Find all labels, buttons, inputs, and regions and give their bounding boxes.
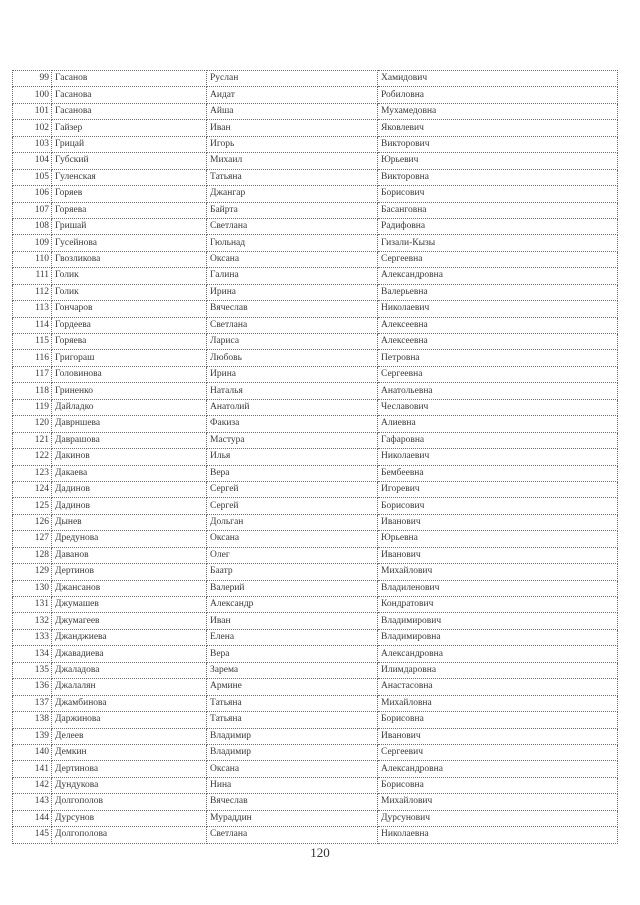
table-row [13, 120, 618, 136]
first-name-cell: Вячеслав [207, 301, 378, 317]
row-number-cell: 116 [13, 350, 52, 366]
patronymic-cell: Алексеевна [378, 334, 618, 350]
last-name-cell: Горяева [52, 202, 207, 218]
row-number-cell: 104 [13, 153, 52, 169]
last-name-cell: Джалалян [52, 679, 207, 695]
first-name-cell: Оксана [207, 251, 378, 267]
first-name-cell: Игорь [207, 136, 378, 152]
first-name-cell: Галина [207, 268, 378, 284]
last-name-cell: Джумагеев [52, 613, 207, 629]
row-number-cell: 120 [13, 416, 52, 432]
first-name-cell: Зарема [207, 662, 378, 678]
first-name-cell: Ирина [207, 366, 378, 382]
first-name-cell: Мураддин [207, 810, 378, 826]
patronymic-cell: Иванович [378, 514, 618, 530]
patronymic-cell: Гафаровна [378, 432, 618, 448]
table-row [13, 629, 618, 645]
patronymic-cell: Александровна [378, 268, 618, 284]
last-name-cell: Гришай [52, 218, 207, 234]
row-number-cell: 133 [13, 629, 52, 645]
first-name-cell: Иван [207, 613, 378, 629]
last-name-cell: Гриненко [52, 383, 207, 399]
row-number-cell: 125 [13, 498, 52, 514]
last-name-cell: Дынев [52, 514, 207, 530]
patronymic-cell: Викторович [378, 136, 618, 152]
table-row [13, 399, 618, 415]
table-row [13, 777, 618, 793]
patronymic-cell: Алиевна [378, 416, 618, 432]
table-row [13, 498, 618, 514]
last-name-cell: Голик [52, 268, 207, 284]
patronymic-cell: Владиленович [378, 580, 618, 596]
row-number-cell: 115 [13, 334, 52, 350]
patronymic-cell: Сергеевна [378, 366, 618, 382]
patronymic-cell: Игоревич [378, 481, 618, 497]
last-name-cell: Дертинова [52, 761, 207, 777]
patronymic-cell: Александровна [378, 761, 618, 777]
table-row [13, 268, 618, 284]
row-number-cell: 135 [13, 662, 52, 678]
first-name-cell: Татьяна [207, 712, 378, 728]
table-row [13, 169, 618, 185]
last-name-cell: Даврашова [52, 432, 207, 448]
row-number-cell: 132 [13, 613, 52, 629]
last-name-cell: Дайладко [52, 399, 207, 415]
last-name-cell: Делеев [52, 728, 207, 744]
first-name-cell: Любовь [207, 350, 378, 366]
table-row [13, 695, 618, 711]
table-row [13, 366, 618, 382]
row-number-cell: 108 [13, 218, 52, 234]
last-name-cell: Дундукова [52, 777, 207, 793]
last-name-cell: Головинова [52, 366, 207, 382]
first-name-cell: Илья [207, 449, 378, 465]
last-name-cell: Дадинов [52, 481, 207, 497]
table-row [13, 810, 618, 826]
patronymic-cell: Борисович [378, 498, 618, 514]
table-row [13, 186, 618, 202]
roster-table [12, 70, 618, 844]
table-row [13, 235, 618, 251]
last-name-cell: Дертинов [52, 564, 207, 580]
patronymic-cell: Гизали-Кызы [378, 235, 618, 251]
patronymic-cell: Мухамедовна [378, 103, 618, 119]
patronymic-cell: Сергеевич [378, 744, 618, 760]
last-name-cell: Гайзер [52, 120, 207, 136]
row-number-cell: 106 [13, 186, 52, 202]
row-number-cell: 107 [13, 202, 52, 218]
last-name-cell: Дакинов [52, 449, 207, 465]
row-number-cell: 117 [13, 366, 52, 382]
table-row [13, 350, 618, 366]
first-name-cell: Руслан [207, 71, 378, 87]
table-row [13, 761, 618, 777]
last-name-cell: Грицай [52, 136, 207, 152]
table-row [13, 613, 618, 629]
patronymic-cell: Борисовна [378, 712, 618, 728]
roster-body [13, 71, 618, 844]
last-name-cell: Джумашев [52, 597, 207, 613]
row-number-cell: 131 [13, 597, 52, 613]
table-row [13, 547, 618, 563]
table-row [13, 481, 618, 497]
last-name-cell: Дурсунов [52, 810, 207, 826]
table-row [13, 662, 618, 678]
patronymic-cell: Борисовна [378, 777, 618, 793]
last-name-cell: Гасанова [52, 103, 207, 119]
row-number-cell: 136 [13, 679, 52, 695]
row-number-cell: 128 [13, 547, 52, 563]
first-name-cell: Гюльнад [207, 235, 378, 251]
page-number: 120 [310, 845, 330, 860]
last-name-cell: Джаладова [52, 662, 207, 678]
last-name-cell: Гусейнова [52, 235, 207, 251]
roster-sheet [12, 70, 617, 844]
row-number-cell: 145 [13, 827, 52, 843]
first-name-cell: Джангар [207, 186, 378, 202]
first-name-cell: Сергей [207, 481, 378, 497]
first-name-cell: Олег [207, 547, 378, 563]
row-number-cell: 103 [13, 136, 52, 152]
patronymic-cell: Илимдаровна [378, 662, 618, 678]
last-name-cell: Гасанов [52, 71, 207, 87]
first-name-cell: Ирина [207, 284, 378, 300]
patronymic-cell: Владимирович [378, 613, 618, 629]
last-name-cell: Дредунова [52, 531, 207, 547]
last-name-cell: Джансанов [52, 580, 207, 596]
last-name-cell: Гордеева [52, 317, 207, 333]
first-name-cell: Татьяна [207, 169, 378, 185]
first-name-cell: Дольган [207, 514, 378, 530]
row-number-cell: 99 [13, 71, 52, 87]
patronymic-cell: Валерьевна [378, 284, 618, 300]
row-number-cell: 126 [13, 514, 52, 530]
first-name-cell: Аидат [207, 87, 378, 103]
table-row [13, 564, 618, 580]
row-number-cell: 134 [13, 646, 52, 662]
patronymic-cell: Иванович [378, 728, 618, 744]
first-name-cell: Факиза [207, 416, 378, 432]
last-name-cell: Джанджиева [52, 629, 207, 645]
row-number-cell: 110 [13, 251, 52, 267]
row-number-cell: 144 [13, 810, 52, 826]
table-row [13, 465, 618, 481]
row-number-cell: 139 [13, 728, 52, 744]
first-name-cell: Владимир [207, 744, 378, 760]
patronymic-cell: Хамидович [378, 71, 618, 87]
first-name-cell: Михаил [207, 153, 378, 169]
patronymic-cell: Радифовна [378, 218, 618, 234]
patronymic-cell: Басанговна [378, 202, 618, 218]
table-row [13, 531, 618, 547]
last-name-cell: Губский [52, 153, 207, 169]
patronymic-cell: Анатольевна [378, 383, 618, 399]
patronymic-cell: Петровна [378, 350, 618, 366]
first-name-cell: Вера [207, 465, 378, 481]
patronymic-cell: Юрьевна [378, 531, 618, 547]
table-row [13, 71, 618, 87]
patronymic-cell: Михайловна [378, 695, 618, 711]
last-name-cell: Дадинов [52, 498, 207, 514]
last-name-cell: Гончаров [52, 301, 207, 317]
last-name-cell: Горяева [52, 334, 207, 350]
last-name-cell: Григораш [52, 350, 207, 366]
patronymic-cell: Александровна [378, 646, 618, 662]
first-name-cell: Лариса [207, 334, 378, 350]
last-name-cell: Гвозликова [52, 251, 207, 267]
table-row [13, 284, 618, 300]
first-name-cell: Светлана [207, 827, 378, 843]
first-name-cell: Оксана [207, 761, 378, 777]
first-name-cell: Оксана [207, 531, 378, 547]
table-row [13, 646, 618, 662]
row-number-cell: 142 [13, 777, 52, 793]
row-number-cell: 127 [13, 531, 52, 547]
row-number-cell: 105 [13, 169, 52, 185]
first-name-cell: Мастура [207, 432, 378, 448]
first-name-cell: Иван [207, 120, 378, 136]
row-number-cell: 129 [13, 564, 52, 580]
row-number-cell: 141 [13, 761, 52, 777]
patronymic-cell: Дурсунович [378, 810, 618, 826]
table-row [13, 712, 618, 728]
row-number-cell: 122 [13, 449, 52, 465]
last-name-cell: Долгополов [52, 794, 207, 810]
patronymic-cell: Николаевич [378, 301, 618, 317]
patronymic-cell: Юрьевич [378, 153, 618, 169]
patronymic-cell: Иванович [378, 547, 618, 563]
row-number-cell: 113 [13, 301, 52, 317]
first-name-cell: Армине [207, 679, 378, 695]
table-row [13, 432, 618, 448]
patronymic-cell: Яковлевич [378, 120, 618, 136]
row-number-cell: 121 [13, 432, 52, 448]
first-name-cell: Александр [207, 597, 378, 613]
first-name-cell: Татьяна [207, 695, 378, 711]
table-row [13, 827, 618, 843]
table-row [13, 728, 618, 744]
patronymic-cell: Николаевна [378, 827, 618, 843]
table-row [13, 416, 618, 432]
row-number-cell: 118 [13, 383, 52, 399]
table-row [13, 301, 618, 317]
row-number-cell: 119 [13, 399, 52, 415]
patronymic-cell: Михайлович [378, 794, 618, 810]
row-number-cell: 109 [13, 235, 52, 251]
patronymic-cell: Бембеевна [378, 465, 618, 481]
last-name-cell: Демкин [52, 744, 207, 760]
last-name-cell: Джавадиева [52, 646, 207, 662]
last-name-cell: Голик [52, 284, 207, 300]
row-number-cell: 124 [13, 481, 52, 497]
first-name-cell: Сергей [207, 498, 378, 514]
first-name-cell: Нина [207, 777, 378, 793]
table-row [13, 202, 618, 218]
first-name-cell: Вера [207, 646, 378, 662]
first-name-cell: Наталья [207, 383, 378, 399]
row-number-cell: 140 [13, 744, 52, 760]
last-name-cell: Даванов [52, 547, 207, 563]
table-row [13, 679, 618, 695]
row-number-cell: 138 [13, 712, 52, 728]
table-row [13, 744, 618, 760]
last-name-cell: Долгополова [52, 827, 207, 843]
table-row [13, 383, 618, 399]
table-row [13, 153, 618, 169]
last-name-cell: Гасанова [52, 87, 207, 103]
patronymic-cell: Борисович [378, 186, 618, 202]
row-number-cell: 101 [13, 103, 52, 119]
row-number-cell: 130 [13, 580, 52, 596]
patronymic-cell: Алексеевна [378, 317, 618, 333]
table-row [13, 218, 618, 234]
row-number-cell: 100 [13, 87, 52, 103]
table-row [13, 449, 618, 465]
table-row [13, 136, 618, 152]
table-row [13, 334, 618, 350]
first-name-cell: Елена [207, 629, 378, 645]
first-name-cell: Анатолий [207, 399, 378, 415]
first-name-cell: Владимир [207, 728, 378, 744]
table-row [13, 87, 618, 103]
table-row [13, 251, 618, 267]
table-row [13, 103, 618, 119]
row-number-cell: 112 [13, 284, 52, 300]
last-name-cell: Даврншева [52, 416, 207, 432]
table-row [13, 794, 618, 810]
row-number-cell: 143 [13, 794, 52, 810]
patronymic-cell: Михайлович [378, 564, 618, 580]
patronymic-cell: Николаевич [378, 449, 618, 465]
patronymic-cell: Чеславович [378, 399, 618, 415]
row-number-cell: 137 [13, 695, 52, 711]
last-name-cell: Дакаева [52, 465, 207, 481]
table-row [13, 514, 618, 530]
table-row [13, 580, 618, 596]
row-number-cell: 114 [13, 317, 52, 333]
first-name-cell: Айша [207, 103, 378, 119]
table-row [13, 597, 618, 613]
row-number-cell: 111 [13, 268, 52, 284]
row-number-cell: 102 [13, 120, 52, 136]
first-name-cell: Байрта [207, 202, 378, 218]
first-name-cell: Валерий [207, 580, 378, 596]
last-name-cell: Джамбинова [52, 695, 207, 711]
patronymic-cell: Робиловна [378, 87, 618, 103]
last-name-cell: Горяев [52, 186, 207, 202]
first-name-cell: Баатр [207, 564, 378, 580]
last-name-cell: Гуленская [52, 169, 207, 185]
patronymic-cell: Анастасовна [378, 679, 618, 695]
row-number-cell: 123 [13, 465, 52, 481]
patronymic-cell: Кондратович [378, 597, 618, 613]
first-name-cell: Вячеслав [207, 794, 378, 810]
patronymic-cell: Сергеевна [378, 251, 618, 267]
last-name-cell: Даржинова [52, 712, 207, 728]
first-name-cell: Светлана [207, 317, 378, 333]
patronymic-cell: Викторовна [378, 169, 618, 185]
table-row [13, 317, 618, 333]
patronymic-cell: Владимировна [378, 629, 618, 645]
first-name-cell: Светлана [207, 218, 378, 234]
